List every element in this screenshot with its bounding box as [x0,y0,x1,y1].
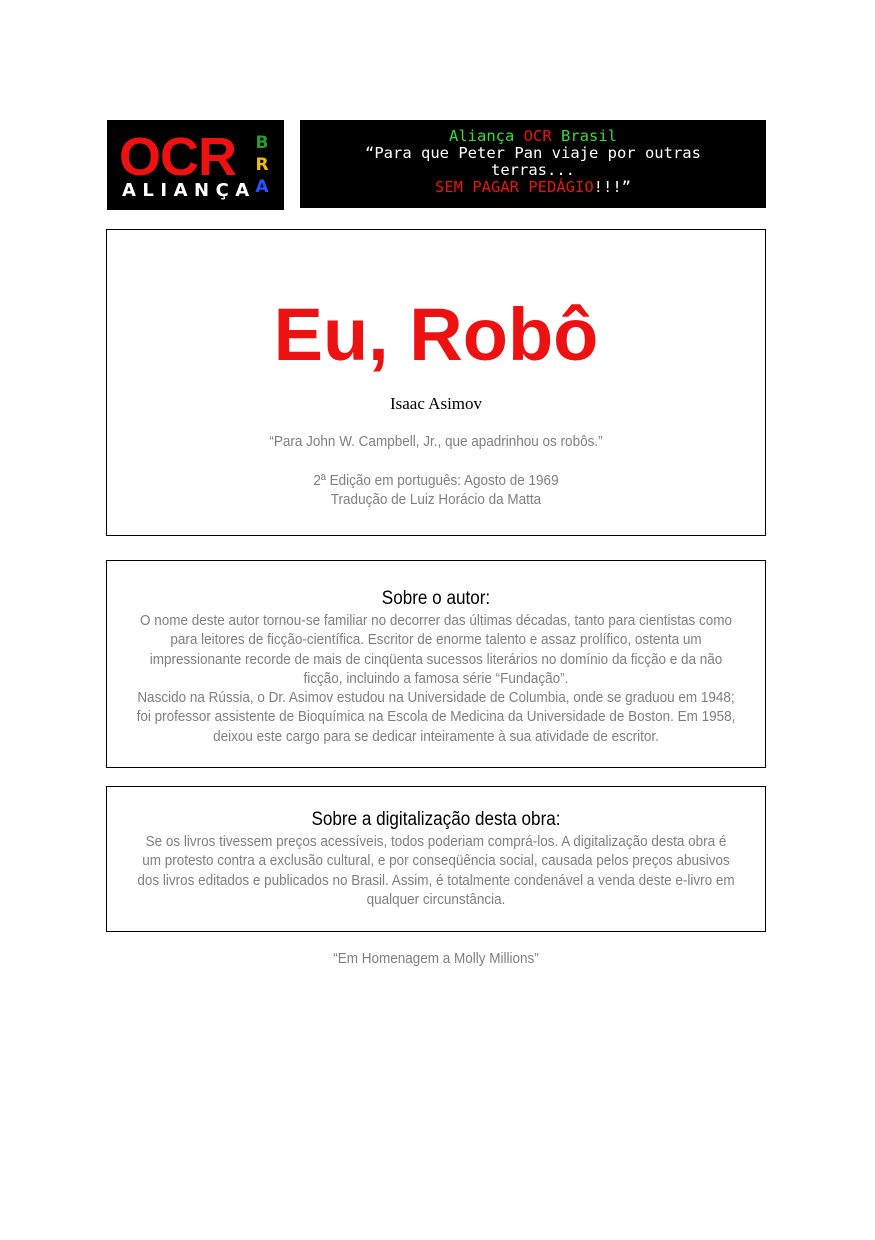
banner-line-4 [300,179,766,196]
logo-letter-a: A [255,177,269,197]
title-box [106,229,766,536]
about-author-paragraph-2: Nascido na Rússia, o Dr. Asimov estudou na Universidade de Columbia, onde se graduou em 1948; foi professor assistente de Bioquímica na Escola de Medicina da Universidade de Boston. Em 1958, deixou este cargo para se dedicar inteiramente à sua atividade de escritor. [136,689,736,745]
banner-line-2: “Para que Peter Pan viaje por outras [365,144,701,162]
book-author: Isaac Asimov [389,394,483,413]
banner-sem-pagar: SEM PAGAR PEDÁGIO [435,178,594,196]
logo-letter-b: B [255,133,269,153]
banner-brasil: Brasil [551,127,617,145]
banner-line-1 [300,128,766,145]
about-author-paragraph-1: O nome deste autor tornou-se familiar no decorrer das últimas décadas, tanto para cientistas como para leitores de ficção-científica. Escritor de enorme talento e assaz prolífico, ostenta um impressionante recorde de mais de cinqüenta sucessos literários no domínio da ficção e da não ficção, incluindo a famosa série “Fundação”. [139,612,733,687]
banner-exclamation: !!!” [593,178,631,196]
banner-alianca: Aliança [449,127,524,145]
logo-ocr-text: OCR [119,127,236,187]
about-digitization-box [106,786,766,932]
edition-line: 2ª Edição em português: Agosto de 1969 [313,472,559,489]
homage-line: “Em Homenagem a Molly Millions” [333,950,539,967]
ocr-alianca-logo [107,120,284,210]
about-digitization-text: Se os livros tivessem preços acessíveis, todos poderiam comprá-los. A digitalização desta obra é um protesto contra a exclusão cultural, e por conseqüência social, causada pelos preços abusivos dos livros editados e publicados no Brasil. Assim, é totalmente condenável a venda deste e-livro em qualquer circunstância. [137,833,735,908]
book-dedication: “Para John W. Campbell, Jr., que apadrinhou os robôs.” [269,433,603,450]
book-title: Eu, Robô [273,293,599,376]
edition-info [140,471,732,509]
banner-line-3: terras... [491,161,575,179]
about-author-text [135,611,738,746]
banner-ocr: OCR [523,127,552,145]
logo-alianca-text: ALIANÇA [122,180,256,201]
about-author-box [106,560,766,768]
translation-line: Tradução de Luiz Horácio da Matta [330,491,542,508]
alianca-banner [300,120,766,208]
about-author-heading: Sobre o autor: [381,588,491,609]
about-digitization-heading: Sobre a digitalização desta obra: [311,809,561,830]
logo-letter-r: R [255,155,269,175]
